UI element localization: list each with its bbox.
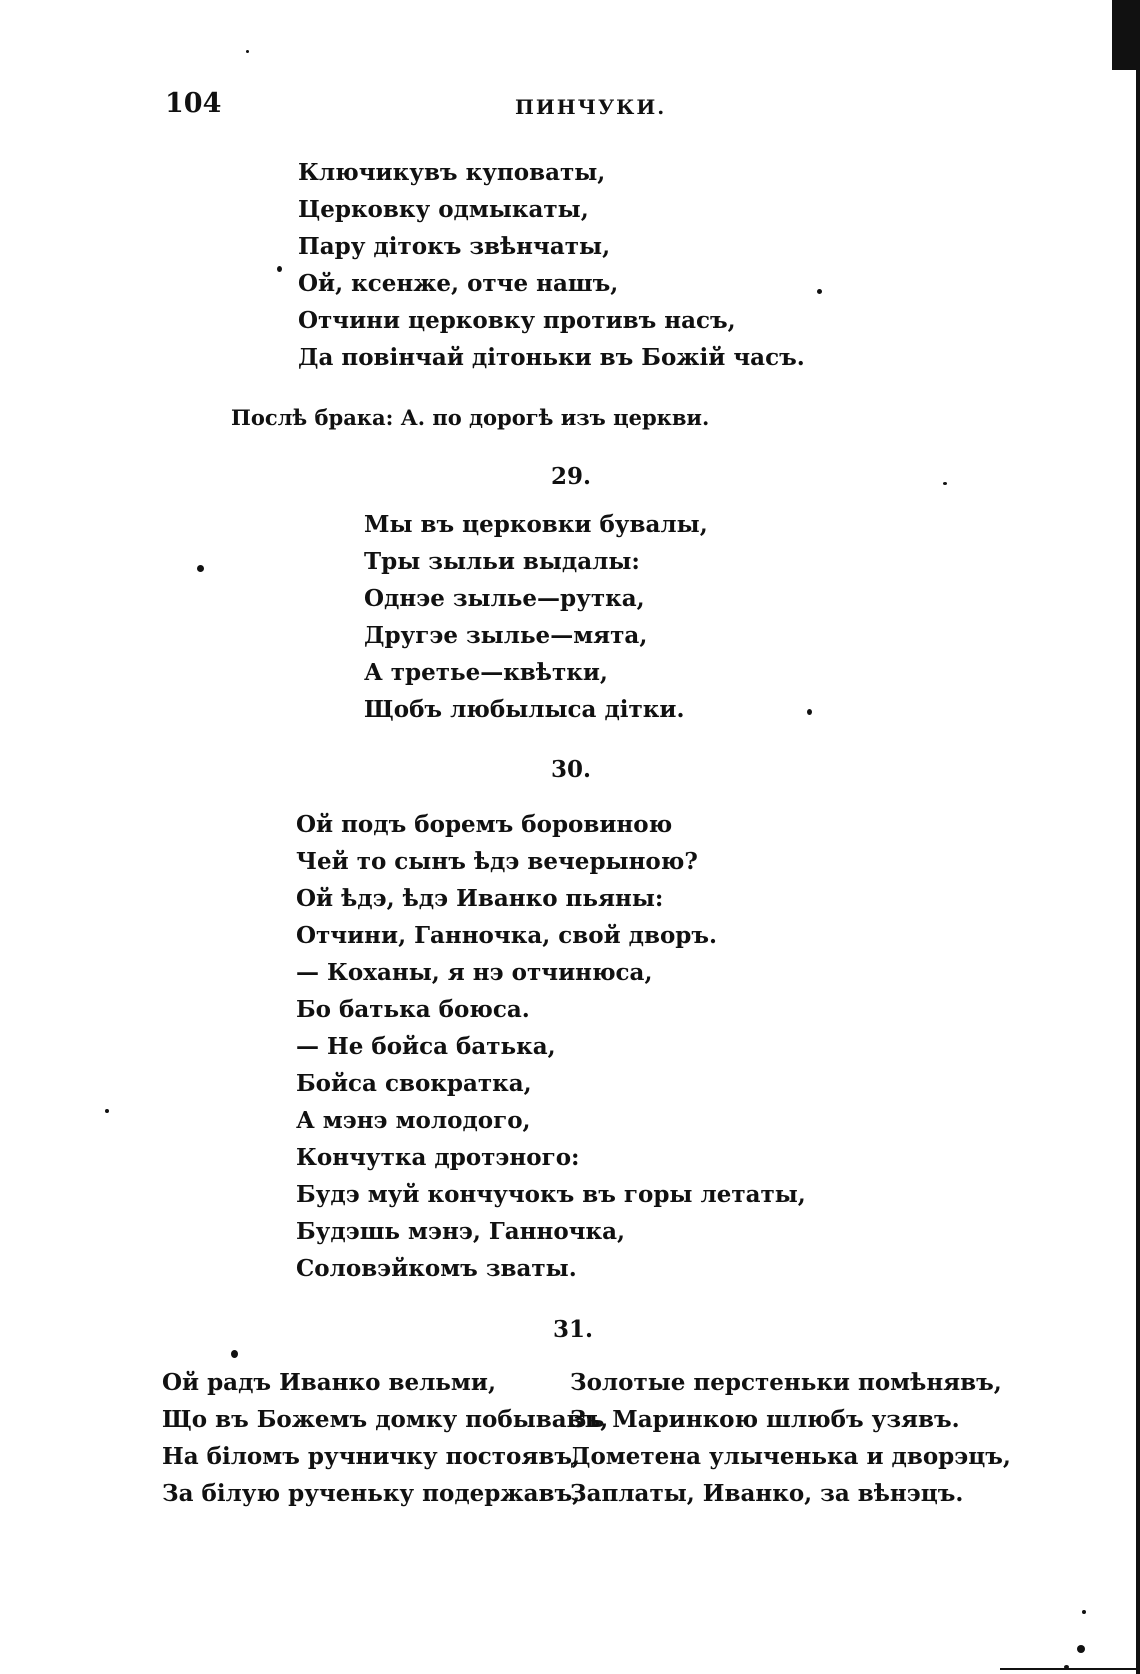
running-head: ПИНЧУКИ. [515,95,667,119]
verse-line: Ой, ксенже, отче нашъ, [298,270,619,297]
verse-line: Мы въ церковки бувалы, [364,511,708,538]
verse-line: А мэнэ молодого, [296,1107,531,1134]
verse-line: Що въ Божемъ домку побывавъ, [162,1406,609,1433]
scan-speck [246,50,249,53]
verse-line: Пару дітокъ звѣнчаты, [298,233,611,260]
verse-line: Ой радъ Иванко вельми, [162,1369,496,1396]
verse-line: Будэ муй кончучокъ въ горы летаты, [296,1181,806,1208]
scan-speck [1082,1610,1086,1614]
scan-speck [231,1350,238,1358]
verse-line: Будэшь мэнэ, Ганночка, [296,1218,626,1245]
scan-speck [277,266,282,272]
verse-line: — Коханы, я нэ отчинюса, [296,959,653,986]
scan-bottom-line [1000,1668,1140,1670]
verse-line: Золотые перстеньки помѣнявъ, [570,1369,1002,1396]
verse-line: Ой ѣдэ, ѣдэ Иванко пьяны: [296,885,664,912]
verse-line: Кончутка дротэного: [296,1144,580,1171]
page-number: 104 [165,88,222,119]
verse-line: Церковку одмыкаты, [298,196,589,223]
verse-line: Да повінчай дітоньки въ Божій часъ. [298,344,805,371]
song-29 [364,506,708,728]
song-30 [296,806,806,1287]
verse-line: Заплаты, Иванко, за вѣнэцъ. [570,1480,964,1507]
verse-line: — Не бойса батька, [296,1033,556,1060]
verse-line: За білую рученьку подержавъ, [162,1480,581,1507]
verse-line: А третье—квѣтки, [364,659,608,686]
scan-speck [1077,1645,1085,1653]
verse-line: Дометена улыченька и дворэцъ, [570,1443,1011,1470]
verse-line: Другэе зылье—мята, [364,622,648,649]
section-heading: Послѣ брака: А. по дорогѣ изъ церкви. [231,405,710,430]
verse-line: Бойса свократка, [296,1070,532,1097]
song-number-29: 29. [551,463,592,490]
stanza-top [298,154,805,376]
verse-line: Бо батька боюса. [296,996,530,1023]
verse-line: Отчини церковку противъ насъ, [298,307,736,334]
verse-line: Чей то сынъ ѣдэ вечерыною? [296,848,698,875]
song-number-31: 31. [553,1316,594,1343]
song-number-30: 30. [551,756,592,783]
verse-line: Ключикувъ куповаты, [298,159,606,186]
verse-line: Однэе зылье—рутка, [364,585,645,612]
verse-line: Ой подъ боремъ боровиною [296,811,673,838]
song-31-left-column [162,1364,608,1512]
scan-speck [817,289,822,294]
verse-line: Тры зыльи выдалы: [364,548,640,575]
verse-line: Зъ Маринкою шлюбъ узявъ. [570,1406,960,1433]
verse-line: Щобъ любылыса дітки. [364,696,685,723]
verse-line: Соловэйкомъ зваты. [296,1255,577,1282]
scan-speck [197,565,204,572]
scan-speck [807,709,812,715]
verse-line: На біломъ ручничку постоявъ, [162,1443,581,1470]
scan-edge-line [1136,0,1140,1674]
scan-speck [943,482,947,485]
verse-line: Отчини, Ганночка, свой дворъ. [296,922,718,949]
scan-speck [105,1109,109,1113]
song-31-right-column [570,1364,1011,1512]
